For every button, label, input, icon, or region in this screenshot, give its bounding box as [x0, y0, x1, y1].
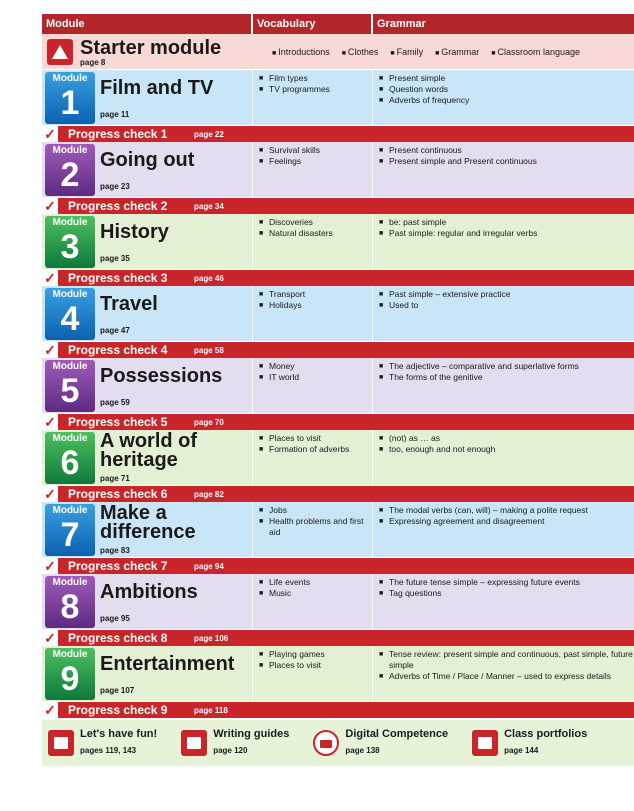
check-icon: ✓ — [42, 270, 58, 286]
table-of-contents — [42, 14, 634, 766]
vocabulary-item: ■ Life events — [259, 577, 372, 588]
module-row — [42, 286, 634, 342]
module-number: 3 — [60, 228, 80, 266]
vocabulary-item: ■ Places to visit — [259, 660, 372, 671]
grammar-item: ■ Present simple and Present continuous — [379, 156, 634, 167]
module-badge — [45, 288, 95, 340]
writing-icon — [181, 730, 207, 756]
portfolio-icon — [472, 730, 498, 756]
digital-icon — [313, 730, 339, 756]
progress-check-bar[interactable] — [42, 126, 634, 142]
progress-check-title: Progress check 7 — [68, 559, 168, 573]
grammar-item: ■ Question words — [379, 84, 634, 95]
vocabulary-cell — [252, 142, 372, 197]
footer-title: Class portfolios — [504, 728, 588, 740]
vocabulary-item: ■ Holidays — [259, 300, 372, 311]
progress-check-page: page 58 — [194, 345, 224, 355]
starter-icon — [47, 39, 73, 65]
module-badge-label: Module — [52, 361, 88, 372]
footer-page: pages 119, 143 — [80, 746, 137, 755]
module-page: page 95 — [100, 614, 130, 623]
module-cell — [42, 502, 252, 557]
check-icon: ✓ — [42, 486, 58, 502]
module-badge-label: Module — [52, 505, 88, 516]
header-grammar: Grammar — [372, 14, 634, 34]
vocabulary-cell — [252, 574, 372, 629]
module-badge-label: Module — [52, 433, 88, 444]
progress-check-page: page 46 — [194, 273, 224, 283]
module-title: Ambitions — [100, 581, 198, 603]
starter-item: ■ Introductions — [272, 47, 330, 57]
grammar-item: ■ Adverbs of frequency — [379, 95, 634, 106]
module-badge-label: Module — [52, 289, 88, 300]
module-row — [42, 142, 634, 198]
progress-check-title: Progress check 5 — [68, 415, 168, 429]
vocabulary-cell — [252, 502, 372, 557]
module-badge — [45, 648, 95, 700]
progress-check-bar[interactable] — [42, 558, 634, 574]
progress-check-title: Progress check 9 — [68, 703, 168, 717]
progress-check-page: page 22 — [194, 129, 224, 139]
module-cell — [42, 358, 252, 413]
module-row — [42, 502, 634, 558]
vocabulary-cell — [252, 430, 372, 485]
module-badge — [45, 216, 95, 268]
module-cell — [42, 574, 252, 629]
grammar-item: ■ Present continuous — [379, 145, 634, 156]
check-icon: ✓ — [42, 198, 58, 214]
check-icon: ✓ — [42, 630, 58, 646]
starter-item: ■ Grammar — [435, 47, 479, 57]
starter-row — [42, 34, 634, 70]
module-number: 8 — [60, 588, 80, 626]
progress-check-page: page 106 — [194, 633, 229, 643]
module-number: 7 — [60, 516, 80, 554]
starter-item: ■ Family — [390, 47, 423, 57]
grammar-cell — [372, 70, 634, 125]
header-module: Module — [42, 14, 252, 34]
module-badge-label: Module — [52, 145, 88, 156]
module-badge — [45, 576, 95, 628]
footer-item-portfolio[interactable] — [466, 728, 587, 758]
grammar-cell — [372, 214, 634, 269]
module-number: 5 — [60, 372, 80, 410]
module-title: Going out — [100, 149, 195, 171]
progress-check-page: page 82 — [194, 489, 224, 499]
vocabulary-item: ■ Transport — [259, 289, 372, 300]
grammar-item: ■ The modal verbs (can, will) – making a polite request — [379, 505, 634, 516]
grammar-cell — [372, 502, 634, 557]
progress-check-bar[interactable] — [42, 630, 634, 646]
progress-check-title: Progress check 6 — [68, 487, 168, 501]
module-page: page 11 — [100, 110, 130, 119]
vocabulary-item: ■ Playing games — [259, 649, 372, 660]
progress-check-title: Progress check 3 — [68, 271, 168, 285]
grammar-item: ■ Tense review: present simple and continuous, past simple, future simple — [379, 649, 634, 671]
module-page: page 23 — [100, 182, 130, 191]
progress-check-bar[interactable] — [42, 342, 634, 358]
progress-check-title: Progress check 4 — [68, 343, 168, 357]
vocabulary-item: ■ Jobs — [259, 505, 372, 516]
footer-page: page 144 — [504, 746, 539, 755]
vocabulary-item: ■ IT world — [259, 372, 372, 383]
module-row — [42, 430, 634, 486]
module-title: Possessions — [100, 365, 223, 387]
footer-title: Writing guides — [213, 728, 290, 740]
progress-check-page: page 118 — [194, 705, 228, 715]
module-title: Make a difference — [100, 502, 196, 543]
footer — [42, 720, 634, 766]
vocabulary-item: ■ Places to visit — [259, 433, 372, 444]
module-badge-label: Module — [52, 217, 88, 228]
starter-page: page 8 — [80, 57, 106, 67]
module-page: page 107 — [100, 686, 135, 695]
vocabulary-item: ■ Money — [259, 361, 372, 372]
grammar-item: ■ Expressing agreement and disagreement — [379, 516, 634, 527]
module-title: Travel — [100, 293, 158, 315]
module-badge-label: Module — [52, 577, 88, 588]
grammar-item: ■ Adverbs of Time / Place / Manner – used to express details — [379, 671, 634, 682]
footer-page: page 120 — [213, 746, 248, 755]
module-cell — [42, 142, 252, 197]
header-vocabulary: Vocabulary — [252, 14, 372, 34]
grammar-cell — [372, 142, 634, 197]
grammar-item: ■ Present simple — [379, 73, 634, 84]
grammar-item: ■ Tag questions — [379, 588, 634, 599]
module-title: Entertainment — [100, 653, 235, 675]
module-number: 1 — [60, 84, 80, 122]
grammar-cell — [372, 574, 634, 629]
footer-page: page 138 — [345, 746, 380, 755]
vocabulary-item: ■ Formation of adverbs — [259, 444, 372, 455]
progress-check-bar[interactable] — [42, 414, 634, 430]
table-header — [42, 14, 634, 34]
progress-check-title: Progress check 8 — [68, 631, 168, 645]
starter-item: ■ Clothes — [342, 47, 379, 57]
grammar-item: ■ The adjective – comparative and superlative forms — [379, 361, 634, 372]
module-page: page 83 — [100, 546, 130, 555]
module-row — [42, 358, 634, 414]
grammar-item: ■ The forms of the genitive — [379, 372, 634, 383]
vocabulary-item: ■ Feelings — [259, 156, 372, 167]
module-cell — [42, 70, 252, 125]
module-badge — [45, 504, 95, 556]
module-row — [42, 70, 634, 126]
vocabulary-item: ■ TV programmes — [259, 84, 372, 95]
module-number: 6 — [60, 444, 80, 482]
grammar-item: ■ be: past simple — [379, 217, 634, 228]
check-icon: ✓ — [42, 414, 58, 430]
module-cell — [42, 286, 252, 341]
fun-icon — [48, 730, 74, 756]
footer-title: Let's have fun! — [80, 728, 158, 740]
vocabulary-item: ■ Music — [259, 588, 372, 599]
module-title: History — [100, 221, 169, 243]
module-cell — [42, 646, 252, 701]
vocabulary-item: ■ Discoveries — [259, 217, 372, 228]
starter-title: Starter module — [80, 36, 222, 59]
module-title: A world of heritage — [100, 430, 198, 471]
vocabulary-cell — [252, 214, 372, 269]
progress-check-bar[interactable] — [42, 486, 634, 502]
grammar-item: ■ Past simple: regular and irregular verbs — [379, 228, 634, 239]
vocabulary-cell — [252, 358, 372, 413]
grammar-item: ■ (not) as … as — [379, 433, 634, 444]
vocabulary-item: ■ Film types — [259, 73, 372, 84]
footer-item-fun[interactable] — [42, 728, 157, 758]
vocabulary-cell — [252, 646, 372, 701]
grammar-cell — [372, 286, 634, 341]
module-badge-label: Module — [52, 649, 88, 660]
module-number: 9 — [60, 660, 80, 698]
grammar-cell — [372, 430, 634, 485]
check-icon: ✓ — [42, 342, 58, 358]
progress-check-page: page 34 — [194, 201, 224, 211]
module-number: 2 — [60, 156, 80, 194]
vocabulary-item: ■ Health problems and first aid — [259, 516, 372, 538]
module-row — [42, 574, 634, 630]
starter-item: ■ Classroom language — [491, 47, 580, 57]
grammar-item: ■ The future tense simple – expressing future events — [379, 577, 634, 588]
module-badge-label: Module — [52, 73, 88, 84]
module-row — [42, 646, 634, 702]
module-page: page 35 — [100, 254, 130, 263]
module-badge — [45, 432, 95, 484]
progress-check-page: page 94 — [194, 561, 224, 571]
module-badge — [45, 144, 95, 196]
module-title: Film and TV — [100, 77, 214, 99]
vocabulary-item: ■ Survival skills — [259, 145, 372, 156]
module-page: page 59 — [100, 398, 130, 407]
footer-title: Digital Competence — [345, 728, 449, 740]
check-icon: ✓ — [42, 702, 58, 718]
progress-check-page: page 70 — [194, 417, 224, 427]
progress-check-title: Progress check 2 — [68, 199, 168, 213]
footer-item-writing[interactable] — [175, 728, 289, 758]
vocabulary-cell — [252, 70, 372, 125]
check-icon: ✓ — [42, 558, 58, 574]
starter-items — [252, 47, 634, 57]
grammar-item: ■ Past simple – extensive practice — [379, 289, 634, 300]
module-cell — [42, 430, 252, 485]
module-badge — [45, 360, 95, 412]
module-list — [42, 70, 634, 718]
progress-check-bar[interactable] — [42, 270, 634, 286]
module-number: 4 — [60, 300, 80, 338]
grammar-cell — [372, 358, 634, 413]
grammar-cell — [372, 646, 634, 701]
module-badge — [45, 72, 95, 124]
vocabulary-item: ■ Natural disasters — [259, 228, 372, 239]
module-cell — [42, 214, 252, 269]
grammar-item: ■ too, enough and not enough — [379, 444, 634, 455]
check-icon: ✓ — [42, 126, 58, 142]
progress-check-bar[interactable] — [42, 702, 634, 718]
progress-check-title: Progress check 1 — [68, 127, 168, 141]
footer-item-digital[interactable] — [307, 728, 448, 758]
starter-module — [42, 34, 252, 70]
vocabulary-cell — [252, 286, 372, 341]
module-row — [42, 214, 634, 270]
progress-check-bar[interactable] — [42, 198, 634, 214]
module-page: page 71 — [100, 474, 130, 483]
module-page: page 47 — [100, 326, 130, 335]
grammar-item: ■ Used to — [379, 300, 634, 311]
